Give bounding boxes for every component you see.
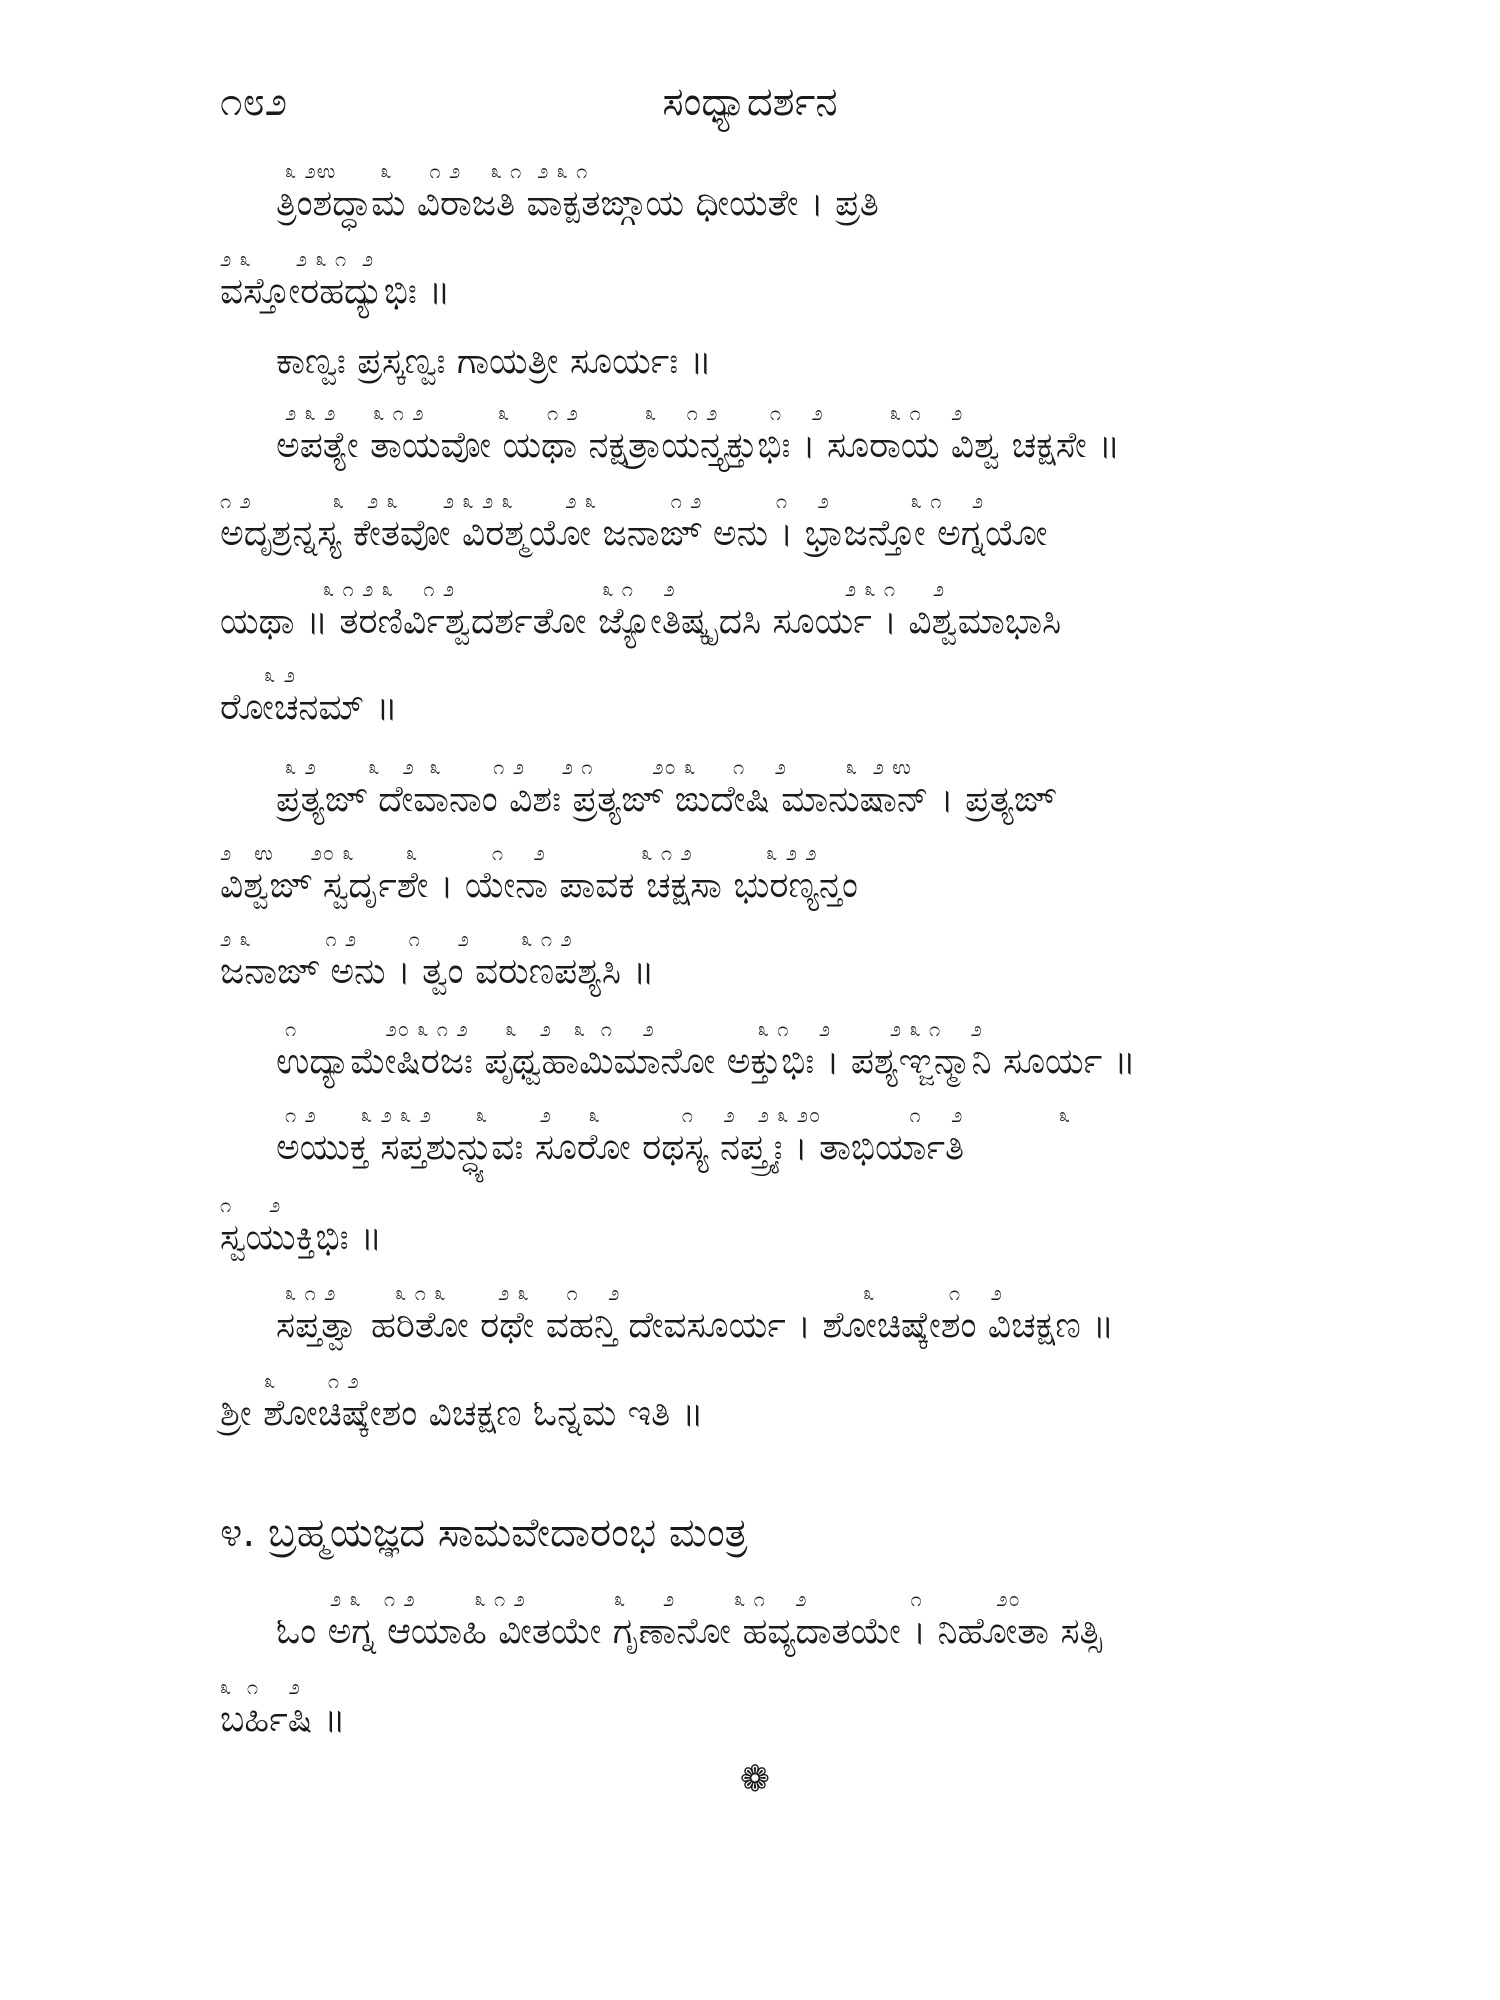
accent-marks: ೨ ೩ ೧ ೨ ೩ ೧ ೨ ೩ ೨ ೩ ೧ ೨ ೧ ೨೦	[330, 1587, 1021, 1611]
accent-marks: ೩ ೧ ೨ ೩ ೧ ೨ ೩ ೧ ೨ ೨ ೩ ೧ ೨	[220, 577, 946, 601]
accent-marks: ೩ ೨	[220, 663, 296, 687]
accent-marks: ೨ ೩ ೨ ೩ ೧ ೨	[220, 247, 375, 271]
running-title: ಸಂಧ್ಯಾದರ್ಶನ	[662, 79, 838, 125]
page-header	[220, 72, 1280, 132]
accent-marks: ೧ ೨ ೩ ೨ ೩ ೨ ೩ ೨ ೩ ೧ ೨ ೨ ೩ ೨೦ ೧ ೨ ೩	[285, 1103, 1072, 1127]
mantra-line: ಬರ್ಹಿಷಿ ॥	[220, 1699, 346, 1740]
mantra-line: ಯಥಾ ॥ ತರಣಿರ್ವಿಶ್ವದರ್ಶತೋ ಜ್ಯೋತಿಷ್ಕೃದಸಿ ಸೂರ್ಯ । ವಿಶ್ವಮಾಭಾಸಿ	[220, 601, 1062, 642]
accent-marks: ೩ ೧ ೨	[220, 1369, 360, 1393]
mantra-line: ಅದೃಶ್ರನ್ನಸ್ಯ ಕೇತವೋ ವಿರಶ್ಮಯೋ ಜನಾಙ್ ಅನು । ಭ್ರಾಜನ್ತೋ ಅಗ್ನಯೋ	[220, 513, 1048, 554]
mantra-line: ಸ್ವಯುಕ್ತಿಭಿಃ ॥	[220, 1217, 383, 1258]
section-heading: ೪. ಬ್ರಹ್ಮಯಜ್ಞದ ಸಾಮವೇದಾರಂಭ ಮಂತ್ರ	[220, 1510, 748, 1556]
accent-marks: ೨ ಉ ೨೦ ೩ ೩ ೧ ೨ ೩ ೧ ೨ ೩ ೨ ೨	[220, 841, 818, 865]
accent-marks: ೨ ೩ ೧ ೨ ೧ ೨ ೩ ೧ ೨	[220, 927, 573, 951]
mantra-line: ಅಪತ್ಯೇ ತಾಯವೋ ಯಥಾ ನಕ್ಷತ್ರಾಯನ್ತ್ಯಕ್ತುಭಿಃ । ಸೂರಾಯ ವಿಶ್ವ ಚಕ್ಷಸೇ ॥	[276, 425, 1121, 466]
mantra-line: ಪ್ರತ್ಯಙ್ ದೇವಾನಾಂ ವಿಶಃ ಪ್ರತ್ಯಙ್ ಙುದೇಷಿ ಮಾನುಷಾನ್ । ಪ್ರತ್ಯಙ್	[276, 779, 1056, 820]
accent-marks: ೩ ೨ಉ ೩ ೧ ೨ ೩ ೧ ೨ ೩ ೧	[285, 159, 589, 183]
mantra-line: ಅಯುಕ್ತ ಸಪ್ತಶುನ್ಧ್ಯುವಃ ಸೂರೋ ರಥಸ್ಯ ನಪ್ತ್ರ್ಯಃ । ತಾಭಿರ್ಯಾತಿ	[276, 1127, 965, 1168]
mantra-line: ಜನಾಙ್ ಅನು । ತ್ವಂ ವರುಣಪಶ್ಯಸಿ ॥	[220, 951, 655, 992]
accent-marks: ೩ ೧ ೨	[220, 1675, 301, 1699]
accent-marks: ೩ ೧ ೨ ೩ ೧ ೩ ೨ ೩ ೧ ೨ ೩ ೧ ೨	[285, 1281, 1003, 1305]
mantra-line: ವಸ್ತೋರಹದ್ಯುಭಿಃ ॥	[220, 271, 451, 312]
accent-marks: ೩ ೨ ೩ ೨ ೩ ೧ ೨ ೨ ೧ ೨೦ ೩ ೧ ೨ ೩ ೨ ಉ	[285, 755, 912, 779]
accent-marks: ೧ ೨	[220, 1193, 282, 1217]
mantra-line: ಓಂ ಅಗ್ನ ಆಯಾಹಿ ವೀತಯೇ ಗೃಣಾನೋ ಹವ್ಯದಾತಯೇ । ನಿಹೋತಾ ಸತ್ಸಿ	[276, 1611, 1103, 1652]
mantra-line: ವಿಶ್ವಙ್ ಸ್ವರ್ದೃಶೇ । ಯೇನಾ ಪಾವಕ ಚಕ್ಷಸಾ ಭುರಣ್ಯನ್ತಂ	[220, 865, 858, 906]
page-number: ೧೮೨	[220, 79, 288, 125]
mantra-line: ಶ್ರೀ ಶೋಚಿಷ್ಕೇಶಂ ವಿಚಕ್ಷಣ ಓನ್ನಮ ಇತಿ ॥	[220, 1393, 704, 1434]
rishi-line: ಕಾಣ್ವಃ ಪ್ರಸ್ಕಣ್ವಃ ಗಾಯತ್ರೀ ಸೂರ್ಯಃ ॥	[276, 341, 712, 382]
accent-marks: ೧ ೨ ೩ ೨ ೩ ೨ ೩ ೨ ೩ ೨ ೩ ೧ ೨ ೧ ೨ ೩ ೧ ೨	[220, 489, 985, 513]
flower-ornament-icon: ❁	[739, 1759, 771, 1800]
mantra-line: ಸಪ್ತತ್ವಾ ಹರಿತೋ ರಥೇ ವಹನ್ತಿ ದೇವಸೂರ್ಯ । ಶೋಚಿಷ್ಕೇಶಂ ವಿಚಕ್ಷಣ ॥	[276, 1305, 1115, 1346]
mantra-line: ತ್ರಿಂಶದ್ಧಾಮ ವಿರಾಜತಿ ವಾಕ್ಪತಙ್ಗಾಯ ಧೀಯತೇ । ಪ್ರತಿ	[276, 183, 879, 224]
mantra-line: ರೋಚನಮ್ ॥	[220, 687, 398, 728]
accent-marks: ೧ ೨೦ ೩ ೧ ೨ ೩ ೨ ೩ ೧ ೨ ೩ ೧ ೨ ೨ ೩ ೧ ೨	[285, 1017, 983, 1041]
mantra-line: ಉದ್ಯಾಮೇಷಿರಜಃ ಪೃಥ್ವಹಾಮಿಮಾನೋ ಅಕ್ತುಭಿಃ । ಪಶ್ಯಞ್ಜನ್ಮಾನಿ ಸೂರ್ಯ ॥	[276, 1041, 1136, 1082]
accent-marks: ೨ ೩ ೨ ೩ ೧ ೨ ೩ ೧ ೨ ೩ ೧ ೨ ೧ ೨ ೩ ೧ ೨	[285, 401, 964, 425]
